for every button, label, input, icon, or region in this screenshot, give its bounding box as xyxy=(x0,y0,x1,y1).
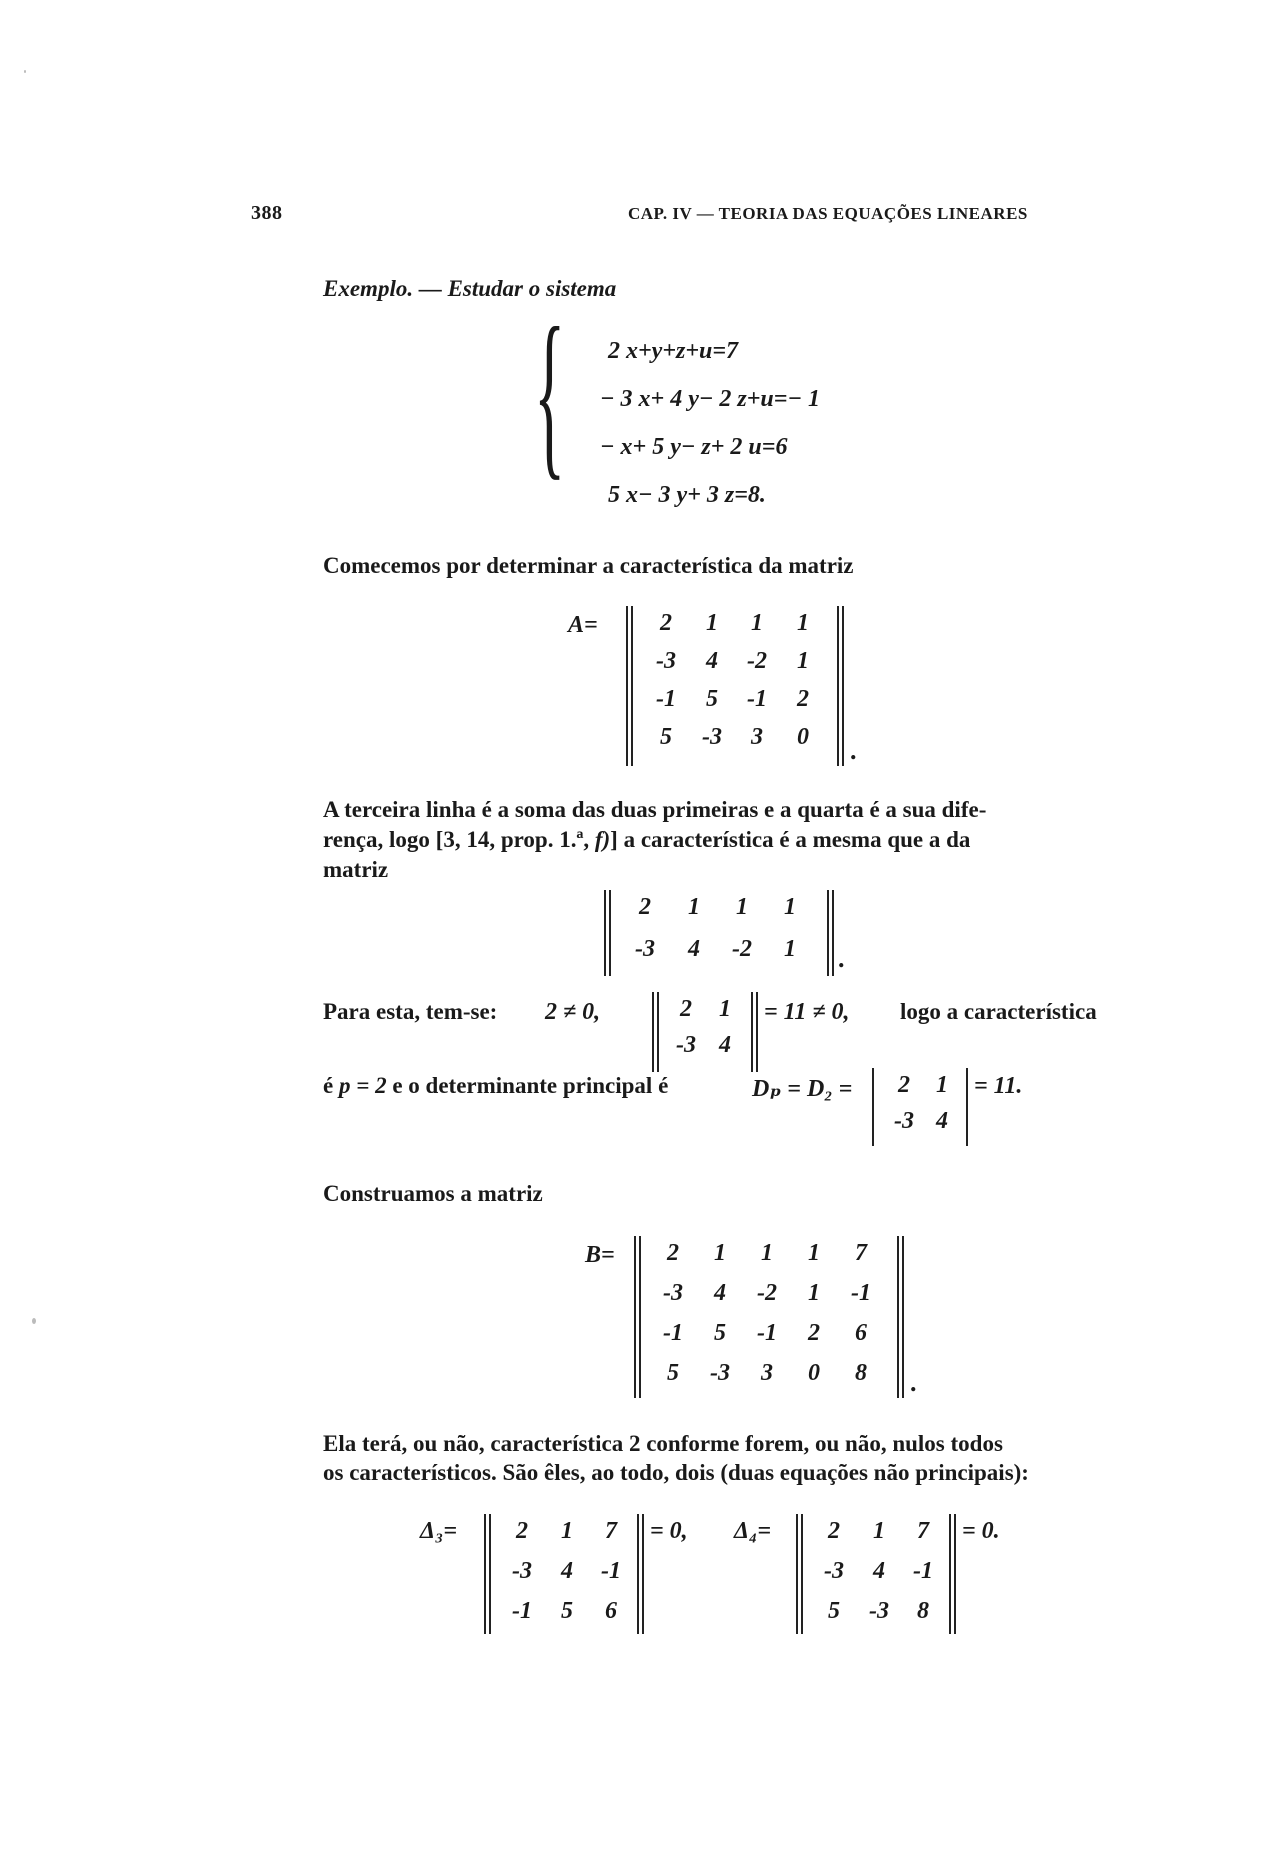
matrix-cell: 8 xyxy=(917,1598,929,1624)
matrix-cell: -3 xyxy=(869,1598,889,1624)
det-left-bar xyxy=(872,1068,874,1146)
reference-part: 3 xyxy=(443,827,455,852)
matrix-cell: 0 xyxy=(808,1360,820,1386)
submatrix xyxy=(604,890,834,976)
inequality: 2 ≠ 0, xyxy=(545,999,601,1025)
matrix-cell: -1 xyxy=(747,686,767,712)
rank-value: p = 2 xyxy=(338,1073,387,1098)
equation-2: − 3 x+ 4 y− 2 z+u=− 1 xyxy=(600,386,820,412)
matrix-cell: 2 xyxy=(516,1518,528,1544)
matrix-cell: 6 xyxy=(605,1598,617,1624)
matrix-cell: 4 xyxy=(688,936,700,962)
delta3-determinant xyxy=(484,1514,644,1634)
matrix-cell: 2 xyxy=(828,1518,840,1544)
matrix-row xyxy=(882,1072,958,1099)
matrix-cell: 5 xyxy=(561,1598,573,1624)
matrix-cell: -2 xyxy=(757,1280,777,1306)
matrix-b-left-bar xyxy=(634,1236,641,1398)
paragraph-3-lead: Para esta, tem-se: xyxy=(323,999,498,1024)
submatrix-right-bar xyxy=(827,890,834,976)
matrix-cell: -3 xyxy=(656,648,676,674)
det-left-bar xyxy=(484,1514,491,1634)
matrix-row xyxy=(642,724,826,751)
delta3-label: Δ₃= xyxy=(420,1518,458,1544)
scan-speck xyxy=(32,1318,36,1324)
matrix-a xyxy=(626,606,844,766)
matrix-cell: 2 xyxy=(797,686,809,712)
matrix-row xyxy=(620,936,814,963)
matrix-cell: -3 xyxy=(635,936,655,962)
equation-1: 2 x+y+z+u=7 xyxy=(608,338,739,364)
matrix-a-end: . xyxy=(850,736,857,765)
matrix-cell: -1 xyxy=(512,1598,532,1624)
matrix-cell: 1 xyxy=(719,996,731,1022)
matrix-b xyxy=(634,1236,904,1398)
matrix-cell: 4 xyxy=(706,648,718,674)
equation-system xyxy=(534,290,890,518)
matrix-row xyxy=(664,1032,742,1059)
left-brace: { xyxy=(534,290,566,496)
matrix-cell: -3 xyxy=(663,1280,683,1306)
matrix-cell: 5 xyxy=(828,1598,840,1624)
matrix-row xyxy=(642,610,826,637)
matrix-cell: 1 xyxy=(784,936,796,962)
text-fragment: ] a característica é a mesma que a da xyxy=(610,827,971,852)
matrix-row xyxy=(650,1280,884,1307)
matrix-row xyxy=(812,1518,944,1545)
principal-det-label: Dₚ = D₂ = xyxy=(752,1076,853,1102)
running-title: CAP. IV — TEORIA DAS EQUAÇÕES LINEARES xyxy=(628,204,1028,223)
matrix-cell: 2 xyxy=(660,610,672,636)
matrix-cell: 7 xyxy=(917,1518,929,1544)
equation-4: 5 x− 3 y+ 3 z=8. xyxy=(608,482,766,508)
matrix-cell: -1 xyxy=(656,686,676,712)
matrix-cell: -1 xyxy=(601,1558,621,1584)
matrix-cell: 5 xyxy=(706,686,718,712)
paragraph-5-line-2: os característicos. São êles, ao todo, dois (duas equações não principais): xyxy=(323,1460,1029,1485)
det-left-bar xyxy=(652,992,659,1072)
matrix-row xyxy=(664,996,742,1023)
matrix-cell: 2 xyxy=(898,1072,910,1098)
matrix-cell: 5 xyxy=(660,724,672,750)
matrix-cell: 7 xyxy=(855,1240,867,1266)
paragraph-4: Construamos a matriz xyxy=(323,1181,543,1206)
equation-3: − x+ 5 y− z+ 2 u=6 xyxy=(600,434,788,460)
matrix-a-right-bar xyxy=(837,606,844,766)
matrix-cell: 1 xyxy=(714,1240,726,1266)
delta4-result: = 0. xyxy=(962,1518,1000,1544)
matrix-cell: 1 xyxy=(797,648,809,674)
paragraph-2-line-3: matriz xyxy=(323,857,389,882)
matrix-row xyxy=(642,686,826,713)
matrix-cell: -3 xyxy=(702,724,722,750)
matrix-row xyxy=(500,1558,632,1585)
matrix-cell: 1 xyxy=(797,610,809,636)
paragraph-2-line-1: A terceira linha é a soma das duas primeiras e a quarta é a sua dife- xyxy=(323,797,987,822)
matrix-a-label: A= xyxy=(568,612,598,638)
matrix-cell: 3 xyxy=(751,724,763,750)
matrix-cell: -2 xyxy=(732,936,752,962)
matrix-cell: 1 xyxy=(751,610,763,636)
reference-separator: , xyxy=(454,827,461,852)
matrix-cell: 1 xyxy=(873,1518,885,1544)
matrix-cell: 3 xyxy=(761,1360,773,1386)
matrix-cell: 1 xyxy=(688,894,700,920)
matrix-row xyxy=(650,1240,884,1267)
matrix-cell: 1 xyxy=(736,894,748,920)
det-result: = 11 ≠ 0, xyxy=(764,999,850,1025)
matrix-cell: 1 xyxy=(808,1280,820,1306)
scan-speck xyxy=(24,70,26,73)
matrix-cell: 1 xyxy=(561,1518,573,1544)
delta4-determinant xyxy=(796,1514,956,1634)
text-fragment: rença, logo [ xyxy=(323,827,444,852)
paragraph-2-line-2 xyxy=(323,827,970,853)
matrix-b-end: . xyxy=(910,1368,917,1397)
text-fragment: é xyxy=(323,1073,334,1098)
matrix-cell: 2 xyxy=(639,894,651,920)
matrix-cell: -3 xyxy=(894,1108,914,1134)
matrix-cell: 0 xyxy=(797,724,809,750)
matrix-cell: 2 xyxy=(667,1240,679,1266)
matrix-row xyxy=(620,894,814,921)
matrix-row xyxy=(650,1320,884,1347)
matrix-cell: -1 xyxy=(851,1280,871,1306)
delta4-label: Δ₄= xyxy=(734,1518,772,1544)
matrix-cell: 4 xyxy=(719,1032,731,1058)
matrix-cell: 5 xyxy=(667,1360,679,1386)
matrix-cell: -3 xyxy=(512,1558,532,1584)
matrix-row xyxy=(500,1598,632,1625)
paragraph-1: Comecemos por determinar a característica da matriz xyxy=(323,553,854,578)
matrix-cell: -1 xyxy=(913,1558,933,1584)
paragraph-5-line-1: Ela terá, ou não, característica 2 conforme forem, ou não, nulos todos xyxy=(323,1431,1003,1456)
matrix-cell: 5 xyxy=(714,1320,726,1346)
principal-det-result: = 11. xyxy=(974,1073,1023,1099)
matrix-cell: -1 xyxy=(663,1320,683,1346)
matrix-cell: 4 xyxy=(936,1108,948,1134)
matrix-row xyxy=(882,1108,958,1135)
text-fragment: , prop. 1.ª, xyxy=(489,827,595,852)
matrix-cell: 6 xyxy=(855,1320,867,1346)
matrix-cell: 7 xyxy=(605,1518,617,1544)
matrix-b-right-bar xyxy=(897,1236,904,1398)
delta3-result: = 0, xyxy=(650,1518,688,1544)
text-fragment: e o determinante principal é xyxy=(392,1073,669,1098)
matrix-row xyxy=(812,1598,944,1625)
det-right-bar xyxy=(637,1514,644,1634)
matrix-row xyxy=(812,1558,944,1585)
matrix-cell: 1 xyxy=(784,894,796,920)
matrix-cell: -3 xyxy=(824,1558,844,1584)
paragraph-3-line-2 xyxy=(323,1073,668,1099)
matrix-cell: 1 xyxy=(706,610,718,636)
matrix-a-left-bar xyxy=(626,606,633,766)
matrix-cell: 4 xyxy=(714,1280,726,1306)
matrix-cell: -3 xyxy=(676,1032,696,1058)
reference-paragraph: 14 xyxy=(466,827,490,852)
matrix-cell: 2 xyxy=(808,1320,820,1346)
example-title: Exemplo. — Estudar o sistema xyxy=(323,276,617,301)
matrix-cell: -3 xyxy=(710,1360,730,1386)
matrix-cell: 1 xyxy=(808,1240,820,1266)
matrix-row xyxy=(650,1360,884,1387)
matrix-cell: 1 xyxy=(936,1072,948,1098)
matrix-cell: 4 xyxy=(561,1558,573,1584)
det-right-bar xyxy=(966,1068,968,1146)
matrix-cell: 8 xyxy=(855,1360,867,1386)
det-right-bar xyxy=(751,992,758,1072)
submatrix-end: . xyxy=(838,944,845,973)
matrix-row xyxy=(500,1518,632,1545)
principal-determinant xyxy=(872,1068,968,1146)
matrix-cell: -1 xyxy=(757,1320,777,1346)
matrix-row xyxy=(642,648,826,675)
matrix-cell: -2 xyxy=(747,648,767,674)
submatrix-left-bar xyxy=(604,890,611,976)
page-number: 388 xyxy=(251,202,283,224)
matrix-cell: 2 xyxy=(680,996,692,1022)
det-left-bar xyxy=(796,1514,803,1634)
matrix-cell: 4 xyxy=(873,1558,885,1584)
matrix-b-label: B= xyxy=(585,1242,615,1268)
paragraph-3-tail: logo a característica xyxy=(900,999,1097,1024)
determinant-2x2 xyxy=(652,992,758,1072)
text-fragment: f) xyxy=(594,827,611,852)
matrix-cell: 1 xyxy=(761,1240,773,1266)
det-right-bar xyxy=(949,1514,956,1634)
